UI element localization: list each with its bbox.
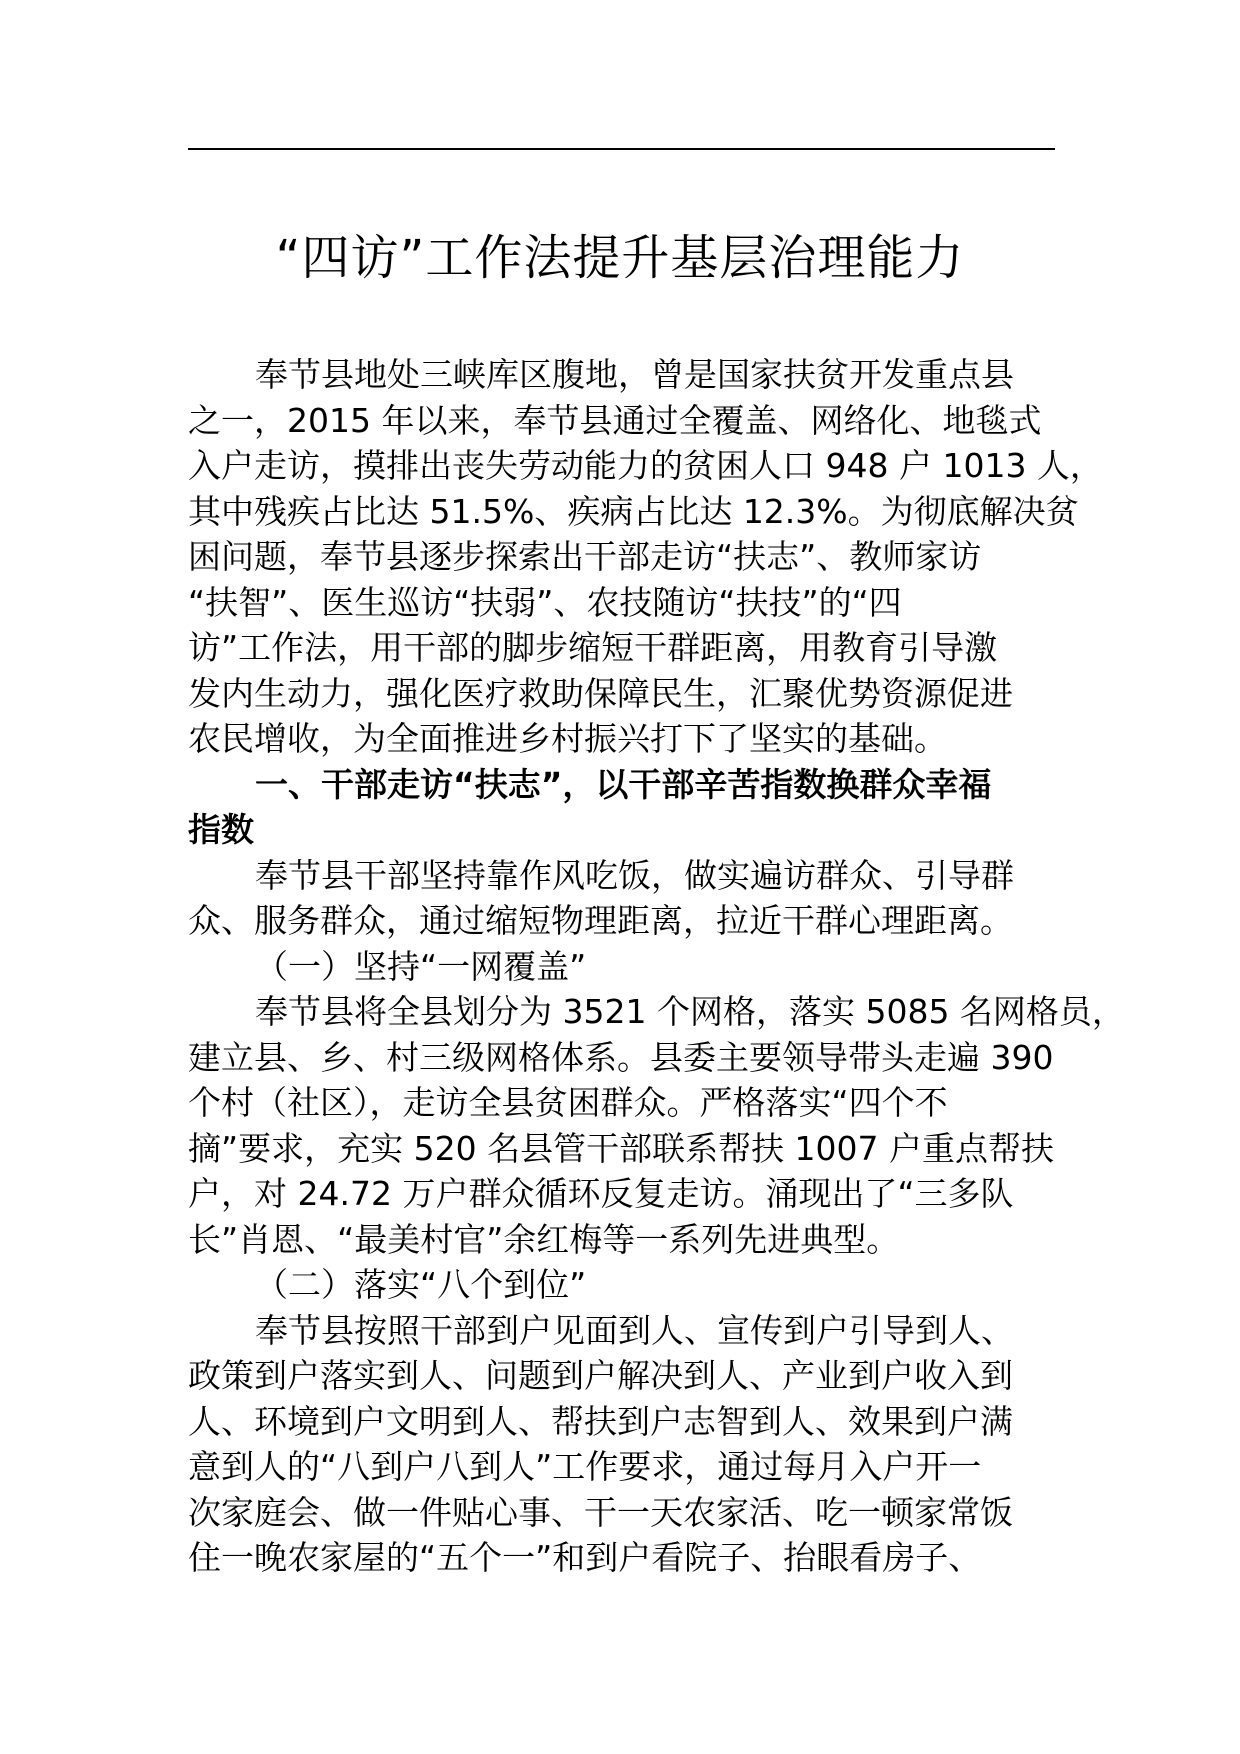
paragraph-line: 其中残疾占比达 51.5%、疾病占比达 12.3%。为彻底解决贫 xyxy=(188,491,1079,531)
paragraph-line: 之一，2015 年以来，奉节县通过全覆盖、网络化、地毯式 xyxy=(188,400,1042,440)
header-rule xyxy=(188,148,1055,150)
paragraph-line: 入户走访，摸排出丧失劳动能力的贫困人口 948 户 1013 人， xyxy=(188,446,1103,485)
paragraph-line: 个村（社区），走访全县贫困群众。严格落实“四个不 xyxy=(188,1083,948,1122)
paragraph-line: 住一晚农家屋的“五个一”和到户看院子、抬眼看房子、 xyxy=(188,1538,982,1577)
paragraph-line: 奉节县地处三峡库区腹地，曾是国家扶贫开发重点县 xyxy=(255,355,1014,394)
paragraph-line: 意到人的“八到户八到人”工作要求，通过每月入户开一 xyxy=(188,1447,982,1486)
section-heading: 一、干部走访“扶志”，以干部辛苦指数换群众幸福 xyxy=(255,764,992,804)
document-body xyxy=(188,352,1125,1581)
paragraph-line: 人、环境到户文明到人、帮扶到户志智到人、效果到户满 xyxy=(188,1401,1013,1441)
paragraph-line: 户，对 24.72 万户群众循环反复走访。涌现出了“三多队 xyxy=(188,1174,1014,1213)
section-heading: 指数 xyxy=(188,810,254,849)
paragraph-line: 政策到户落实到人、问题到户解决到人、产业到户收入到 xyxy=(188,1356,1013,1395)
paragraph-line: 访”工作法，用干部的脚步缩短干群距离，用教育引导激 xyxy=(188,628,998,667)
paragraph-line: 建立县、乡、村三级网格体系。县委主要领导带头走遍 390 xyxy=(188,1037,1054,1077)
paragraph-line: 长”肖恩、“最美村官”余红梅等一系列先进典型。 xyxy=(188,1219,900,1259)
subsection-heading: （二）落实“八个到位” xyxy=(255,1265,587,1304)
document-title: “四访”工作法提升基层治理能力 xyxy=(275,230,965,286)
paragraph-line: “扶智”、医生巡访“扶弱”、农技随访“扶技”的“四 xyxy=(188,582,902,622)
paragraph-line: 众、服务群众，通过缩短物理距离，拉近干群心理距离。 xyxy=(188,901,1013,940)
subsection-heading: （一）坚持“一网覆盖” xyxy=(255,946,587,986)
paragraph-line: 发内生动力，强化医疗救助保障民生，汇聚优势资源促进 xyxy=(188,673,1013,713)
paragraph-line: 困问题，奉节县逐步探索出干部走访“扶志”、教师家访 xyxy=(188,537,982,576)
paragraph-line: 次家庭会、做一件贴心事、干一天农家活、吃一顿家常饭 xyxy=(188,1492,1013,1532)
paragraph-line: 农民增收，为全面推进乡村振兴打下了坚实的基础。 xyxy=(188,719,947,758)
paragraph-line: 奉节县将全县划分为 3521 个网格，落实 5085 名网格员， xyxy=(255,992,1125,1031)
paragraph-line: 摘”要求，充实 520 名县管干部联系帮扶 1007 户重点帮扶 xyxy=(188,1128,1055,1168)
paragraph-line: 奉节县干部坚持靠作风吃饭，做实遍访群众、引导群 xyxy=(255,855,1014,895)
paragraph-line: 奉节县按照干部到户见面到人、宣传到户引导到人、 xyxy=(255,1310,1014,1350)
